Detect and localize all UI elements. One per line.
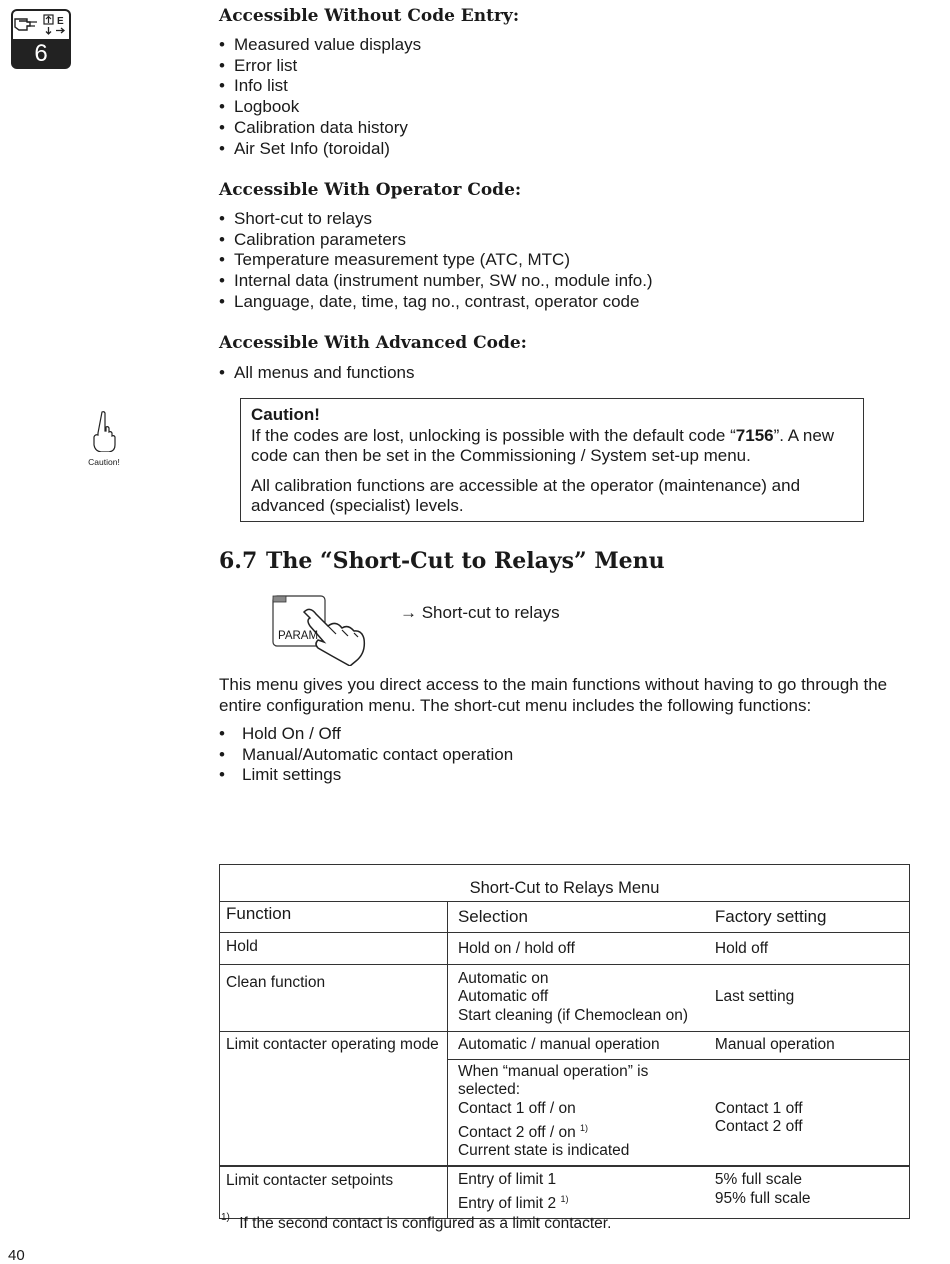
- list-item: • Temperature measurement type (ATC, MTC): [219, 250, 653, 271]
- cell-line: Start cleaning (if Chemoclean on): [457, 1007, 689, 1025]
- cell-function: Clean function: [220, 964, 448, 1031]
- caution-box: [240, 398, 864, 522]
- page-number: 40: [8, 1247, 25, 1264]
- caution-text-2: All calibration functions are accessible at the operator (maintenance) and advanced (specialist) levels.: [251, 475, 801, 515]
- table-row: [220, 1031, 910, 1059]
- footnote-ref: 1): [580, 1122, 589, 1133]
- pressing-hand-icon: [268, 590, 380, 666]
- cell-line-text: Contact 2 off / on: [457, 1123, 576, 1141]
- table-caption: Short-Cut to Relays Menu: [220, 865, 910, 902]
- cell-factory: Manual operation: [705, 1031, 910, 1059]
- caution-side-label: Caution!: [88, 457, 120, 467]
- footnote-ref: 1): [560, 1193, 569, 1204]
- list-item: • Logbook: [219, 97, 421, 118]
- list-item: • Error list: [219, 56, 421, 77]
- functions-list: [219, 724, 513, 786]
- table-row: [220, 933, 910, 965]
- header-selection: Selection: [447, 902, 704, 933]
- shortcut-table: [219, 864, 910, 1219]
- cell-line: [458, 1190, 699, 1214]
- param-key-label: PARAM: [278, 630, 319, 642]
- list-item: • Calibration data history: [219, 118, 421, 139]
- cell-function: Limit contacter operating mode: [220, 1031, 448, 1166]
- cell-line: Contact 1 off / on: [457, 1099, 576, 1117]
- cell-line: Entry of limit 1: [457, 1171, 557, 1189]
- cell-line-text: Entry of limit 2: [457, 1195, 557, 1213]
- cell-line: Automatic on: [457, 969, 549, 987]
- cell-selection: [447, 964, 704, 1031]
- footnote: [221, 1214, 611, 1233]
- cell-line: 95% full scale: [714, 1189, 811, 1207]
- caution-text-1: [251, 426, 853, 467]
- svg-text:E: E: [57, 16, 64, 27]
- cell-selection: [447, 1166, 704, 1218]
- list-item: • All menus and functions: [219, 363, 415, 384]
- hand-pointer-icon: [13, 11, 69, 39]
- cell-factory: [705, 1059, 910, 1166]
- header-factory: Factory setting: [705, 902, 910, 933]
- cell-function: Limit contacter setpoints: [220, 1166, 448, 1218]
- shortcut-arrow-text: → Short-cut to relays: [400, 603, 560, 622]
- operator-code-list: [219, 209, 653, 313]
- list-item: • Info list: [219, 76, 421, 97]
- cell-function: Hold: [220, 933, 448, 965]
- list-item: • Measured value displays: [219, 35, 421, 56]
- caution-text-1-start: If the codes are lost, unlocking is possible with the default code “: [251, 425, 736, 445]
- cell-line: Automatic off: [457, 988, 549, 1006]
- pointing-finger-icon: [91, 410, 117, 452]
- cell-selection: Automatic / manual operation: [447, 1031, 704, 1059]
- chapter-number: 6: [34, 40, 48, 67]
- table-row: [220, 1166, 910, 1218]
- footnote-mark: 1): [221, 1212, 230, 1223]
- cell-line: Contact 1 off: [714, 1099, 803, 1117]
- no-code-heading: Accessible Without Code Entry:: [219, 6, 520, 26]
- cell-selection: Hold on / hold off: [457, 940, 575, 957]
- advanced-code-list: [219, 363, 415, 384]
- section-title-text: The “Short-Cut to Relays” Menu: [266, 548, 665, 574]
- list-item: • Limit settings: [219, 765, 513, 786]
- cell-line: 5% full scale: [714, 1171, 802, 1189]
- cell-line: When “manual operation” is: [457, 1062, 649, 1080]
- list-item: • Air Set Info (toroidal): [219, 139, 421, 160]
- caution-marker: [84, 410, 124, 467]
- advanced-code-heading: Accessible With Advanced Code:: [219, 333, 527, 353]
- no-code-list: [219, 35, 421, 159]
- default-code: 7156: [735, 425, 774, 445]
- cell-factory: [705, 1166, 910, 1218]
- cell-selection: [447, 1059, 704, 1166]
- table-caption-row: [220, 865, 910, 902]
- table-row: [220, 964, 910, 1031]
- list-item: • Internal data (instrument number, SW no., module info.): [219, 271, 653, 292]
- operator-code-heading: Accessible With Operator Code:: [219, 180, 522, 200]
- cell-line: [458, 1119, 699, 1143]
- section-title: [219, 548, 665, 574]
- list-item: • Manual/Automatic contact operation: [219, 745, 513, 766]
- cell-line: Current state is indicated: [457, 1142, 630, 1160]
- caution-text-1-end: ”. A new code can then be set in the Commissioning / System set-up menu.: [251, 425, 835, 465]
- list-item: • Hold On / Off: [219, 724, 513, 745]
- header-function: Function: [220, 902, 448, 933]
- cell-line: Contact 2 off: [714, 1118, 803, 1136]
- param-key-illustration: [268, 590, 380, 666]
- intro-paragraph: This menu gives you direct access to the main functions without having to go through the entire configuration menu. The short-cut menu includes the following functions:: [219, 675, 888, 715]
- list-item: • Language, date, time, tag no., contrast, operator code: [219, 292, 653, 313]
- list-item: • Short-cut to relays: [219, 209, 653, 230]
- footnote-text: If the second contact is configured as a limit contacter.: [239, 1215, 612, 1233]
- cell-factory: Last setting: [705, 964, 910, 1031]
- table-header-row: [220, 902, 910, 933]
- chapter-tab-icons: [13, 11, 69, 39]
- cell-line: selected:: [457, 1081, 521, 1099]
- chapter-tab: [11, 9, 71, 69]
- cell-factory: Hold off: [705, 933, 910, 965]
- section-number: 6.7: [219, 548, 258, 574]
- caution-title: Caution!: [251, 405, 320, 424]
- cell-spacer: [715, 1063, 903, 1100]
- list-item: • Calibration parameters: [219, 230, 653, 251]
